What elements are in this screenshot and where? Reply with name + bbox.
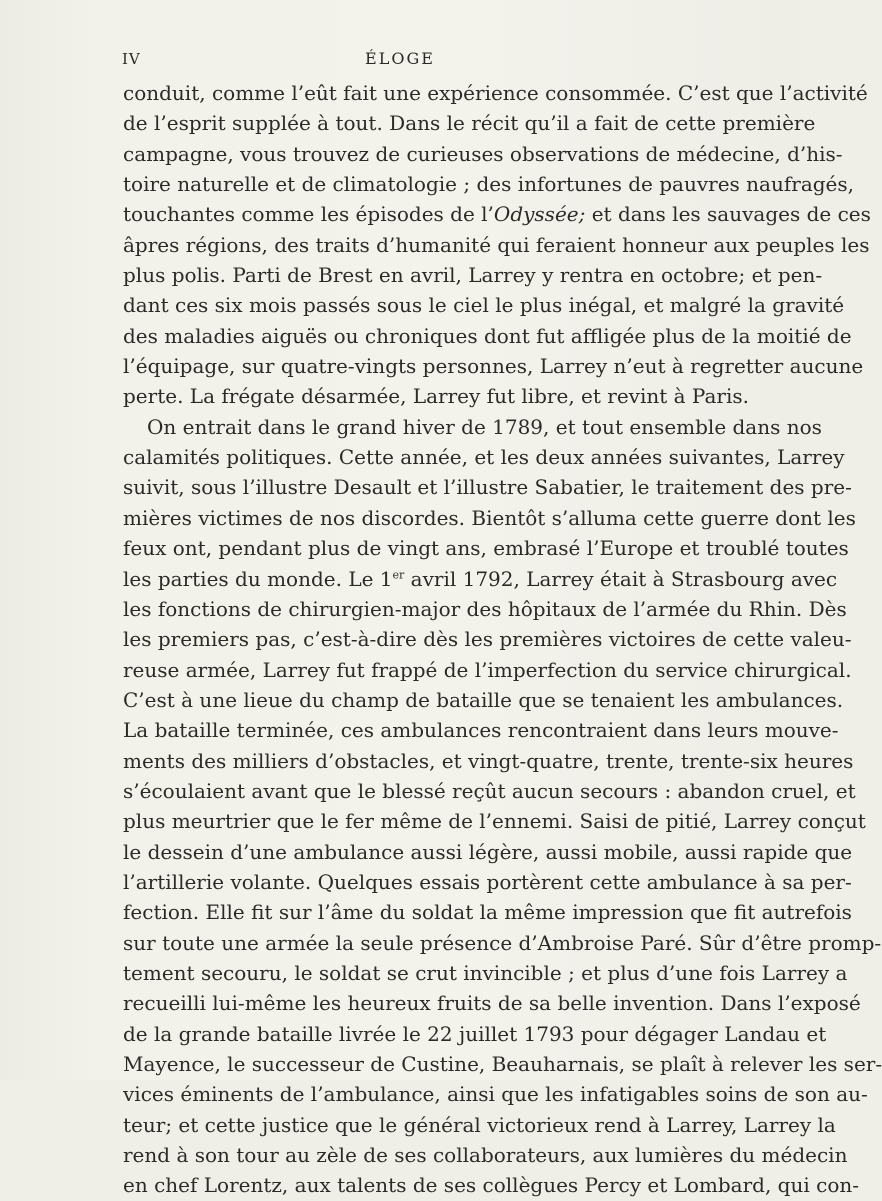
text-line: campagne, vous trouvez de curieuses observations de médecine, d’his- <box>123 141 843 166</box>
text-segment: et dans les sauvages de ces <box>585 202 871 227</box>
text-line: s’écoulaient avant que le blessé reçût aucun secours : abandon cruel, et <box>123 778 856 803</box>
running-title: ÉLOGE <box>365 49 435 68</box>
text-line: le dessein d’une ambulance aussi légère, aussi mobile, aussi rapide que <box>123 839 853 864</box>
text-line: de l’esprit supplée à tout. Dans le récit qu’il a fait de cette première <box>123 111 816 136</box>
text-segment: touchantes comme les épisodes de l’ <box>123 202 494 227</box>
text-line: en chef Lorentz, aux talents de ses collègues Percy et Lombard, qui con- <box>123 1173 859 1198</box>
page-number: IV <box>122 50 141 68</box>
text-line: calamités politiques. Cette année, et les deux années suivantes, Larrey <box>123 445 845 470</box>
text-line: l’équipage, sur quatre-vingts personnes, Larrey n’eut à regretter aucune <box>123 354 864 379</box>
text-line: tement secouru, le soldat se crut invincible ; et plus d’une fois Larrey a <box>123 960 848 985</box>
text-line: dant ces six mois passés sous le ciel le plus inégal, et malgré la gravité <box>123 293 845 318</box>
text-line: ments des milliers d’obstacles, et vingt-quatre, trente, trente-six heures <box>123 748 854 773</box>
text-line: Mayence, le successeur de Custine, Beauharnais, se plaît à relever les ser- <box>123 1052 882 1076</box>
text-line <box>123 564 838 594</box>
text-line <box>123 199 871 229</box>
text-line: l’artillerie volante. Quelques essais portèrent cette ambulance à sa per- <box>123 869 852 894</box>
text-segment: les parties du monde. Le 1 <box>123 566 393 591</box>
text-line: toire naturelle et de climatologie ; des infortunes de pauvres naufragés, <box>123 172 854 197</box>
text-line: de la grande bataille livrée le 22 juillet 1793 pour dégager Landau et <box>123 1021 827 1046</box>
ordinal-superscript: er <box>392 567 405 581</box>
text-line: sur toute une armée la seule présence d’Ambroise Paré. Sûr d’être promp- <box>123 930 882 955</box>
text-line: feux ont, pendant plus de vingt ans, embrasé l’Europe et troublé toutes <box>123 536 849 561</box>
body-text <box>123 78 882 1201</box>
text-line: perte. La frégate désarmée, Larrey fut libre, et revint à Paris. <box>123 384 749 409</box>
text-line: les premiers pas, c’est-à-dire dès les premières victoires de cette valeu- <box>123 627 852 652</box>
text-line: plus meurtrier que le fer même de l’ennemi. Saisi de pitié, Larrey conçut <box>123 809 866 834</box>
text-line: rend à son tour au zèle de ses collaborateurs, aux lumières du médecin <box>123 1143 848 1168</box>
text-line: les fonctions de chirurgien-major des hôpitaux de l’armée du Rhin. Dès <box>123 596 847 621</box>
text-line: On entrait dans le grand hiver de 1789, et tout ensemble dans nos <box>147 414 822 439</box>
text-line: plus polis. Parti de Brest en avril, Larrey y rentra en octobre; et pen- <box>123 263 823 288</box>
text-line: suivit, sous l’illustre Desault et l’illustre Sabatier, le traitement des pre- <box>123 475 852 500</box>
text-line: vices éminents de l’ambulance, ainsi que les infatigables soins de son au- <box>123 1082 868 1107</box>
text-line: des maladies aiguës ou chroniques dont fut affligée plus de la moitié de <box>123 323 852 348</box>
text-line: recueilli lui-même les heureux fruits de sa belle invention. Dans l’exposé <box>123 991 861 1016</box>
text-segment: avril 1792, Larrey était à Strasbourg avec <box>404 566 838 591</box>
text-line: La bataille terminée, ces ambulances rencontraient dans leurs mouve- <box>123 718 839 743</box>
text-line: C’est à une lieue du champ de bataille que se tenaient les ambulances. <box>123 687 844 712</box>
text-line: âpres régions, des traits d’humanité qui feraient honneur aux peuples les <box>123 232 870 257</box>
text-line: conduit, comme l’eût fait une expérience consommée. C’est que l’activité <box>123 81 868 105</box>
italic-title: Odyssée; <box>493 202 586 227</box>
text-line: reuse armée, Larrey fut frappé de l’imperfection du service chirurgical. <box>123 657 852 682</box>
text-line: mières victimes de nos discordes. Bientôt s’alluma cette guerre dont les <box>123 505 856 530</box>
text-line: teur; et cette justice que le général victorieux rend à Larrey, Larrey la <box>123 1112 836 1137</box>
text-line: fection. Elle fit sur l’âme du soldat la même impression que fit autrefois <box>123 900 852 925</box>
